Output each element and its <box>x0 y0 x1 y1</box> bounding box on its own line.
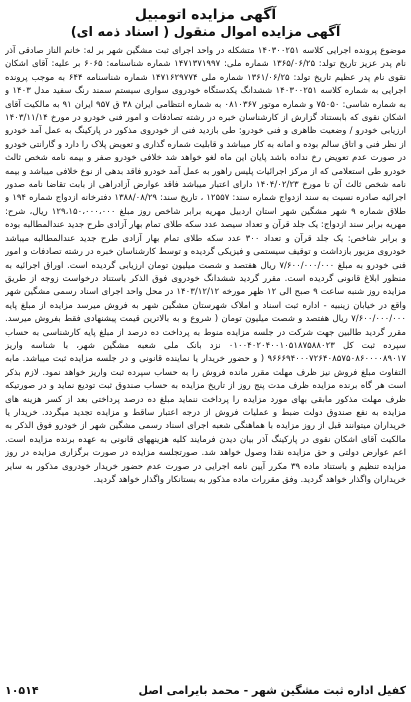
notice-subtitle: آگهی مزایده اموال منقول ( اسناد ذمه ای) <box>70 25 341 40</box>
footer-number: ۱۰۵۱۴ <box>5 684 39 697</box>
notice-body: موضوع پرونده اجرایی کلاسه ۱۴۰۳۰۰۲۵۱ متشکله در واحد اجرای ثبت مشگین شهر بر له: خانم الناز صادقی آذر نام پدر عزیز تاریخ تولد: ۱۳۶۵/۰۶/۲۵ شماره ملی: ۱۴۷۱۳۷۱۹۹۷ شماره شناسنامه: ۶۰۶۵ بر علیه: آقای اشکان نقوی نام پدر عظیم تاریخ تولد: ۱۳۶۱/۰۶/۲۵ شماره ملی ۱۴۷۱۶۲۹۷۷۴ شماره شناسنامه ۶۴۴ به موجب پرونده اجرایی به شماره کلاسه ۱۴۰۳۰۰۲۵۱ ششدانگ یکدستگاه خودروی سواری سیستم سمند رنگ سفید مدل ۱۴۰۳ و به شماره شاسی: ۷۵۰۵۰ و شماره موتور ۰۸۱۰۳۶۷ به شماره انتظامی ایران ۳۸ ق ۹۵۷ ایران ۹۱ به مالکیت آقای اشکان نقوی که بابستناد گزارش از کارشناسان خبره در رشته تصادفات و امور فنی خودرو در مورخ ۱۴۰۳/۱۱/۱۴ ارزیابی خودرو / وضعیت ظاهری و فنی خودرو: طی بازدید فنی از خودروی مذکور در پارکینگ به عمل آمد خودرو از نظر فنی و اتاق سالم بوده و امانه به کار میباشد و قابلیت شماره گذاری و تعویض پلاک را دارد و گارانتی خودرو در صورت عدم تعویض رخ نداده باشد پایان این ماه لغو خواهد شد خلافی خودرو صفر و بیمه نامه شخص ثالث خودرو طی استعلامی که از مرکز اجرائیات پلیس راهور به عمل آمد خودرو فاقد بدهی از نوع خلافی میباشد و بیمه نامه شخص ثالث آن تا مورخ ۱۴۰۴/۰۲/۲۳ دارای اعتبار میباشد فاقد عوارض آزادراهی از بابت تقاضا نامه صدور اجرائیه صادره نسبت به سند ازدواج شماره سند: ۱۲۵۵۷ ، تاریخ سند: ۱۳۸۸/۰۸/۲۹ دفترخانه ازدواج شماره ۱۹۴ و طلاق شماره ۹ شهر مشگین شهر استان اردبیل مهریه برابر شاخص روز مبلغ ۱۲۹،۱۵۰،۰۰۰،۰۰۰ ریال، شرح: مهریه برابر سند ازدواج: یک جلد قرآن و تعداد سیصد عدد سکه طلای تمام بهار آزادی طرح جدید عندالمطالبه بوده و برابر شاخص: یک جلد قرآن و تعداد ۳۰۰ عدد سکه طلای تمام بهار آزادی طرح جدید عندالمطالبه میباشد خودروی مزبور بازداشت و توقیف سیستمی و فیزیکی گردیده و توسط کارشناسان خبره در رشته تصادفات و امور فنی خودرو به مبلغ ۷/۶۰۰/۰۰۰/۰۰۰ ریال هفتصد و شصت میلیون تومان ارزیابی گردیده است. اوراق اجرائیه به منظور ابلاغ قانونی گردیده است. مقرر گردید ششدانگ خودروی فوق الذکر باستناد درخواست زوجه از طریق مزایده روز شنبه ساعت ۹ صبح الی ۱۲ ظهر مورخه ۱۴۰۳/۱۲/۱۲ در محل واحد اجرای اسناد رسمی مشگین شهر واقع در خیابان زینبیه - اداره ثبت اسناد و املاک شهرستان مشگین شهر به فروش میرسد مزایده از مبلغ پایه ۷/۶۰۰/۰۰۰/۰۰۰ ریال هفتصد و شصت میلیون تومان ( شروع و به بالاترین قیمت پیشنهادی فقط بفروش میرسد. مقرر گردید طالبین جهت شرکت در جلسه مزایده منوط به پرداخت ده درصد از مبلغ پایه کارشناسی به حساب سپرده ثبت کل ۰۱۰۰۴۰۲۰۴۰۰۱۰۵۱۸۷۵۸۸۰۲۳ نزد بانک ملی شعبه مشگین شهر، با شناسه واریز ۹۶۶۶۹۴۰۰۰۷۲۶۴۰۸۵۷۵۰۸۶۰۰۰۰۸۹۰۱۷ ( و حضور خریدار یا نماینده قانونی و در جلسه مزایده ثبت میباشد. مابه التفاوت مبلغ فروش نیز ظرف مهلت مقرر مانده فروش را به حساب سپرده ثبت واریز خواهد نمود. لازم بذکر است هر گاه برنده مزایده ظرف مدت پنج روز از تاریخ مزایده به حساب صندوق ثبت تودیع نماید و در صورتیکه ظرف مهلت مذکور مابقی بهای مورد مزایده را پرداخت ننماید مبلغ ده درصد پرداختی بعد از کسر هزینه های مزایده به نفع صندوق دولت ضبط و عملیات فروش از درجه اعتبار ساقط و مزایده تجدید میگردد. خریدار یا خریداران میتوانند قبل از روز مزایده با هماهنگی شعبه اجرای اسناد رسمی مشگین شهر از خودرو فوق الذکر به مالکیت آقای اشکان نقوی در پارکینگ آذر بیان دیدن فرمایند کلیه هزینههای قانونی به عهده برنده مزایده است. اعم عوارض دولتی و حق مزایده نقدا وصول خواهد شد. صورتجلسه مزایده در صورت برگزاری مزایده در روز مزایده تنظیم و باستناد ماده ۳۹ مکرر آیین نامه اجرایی در صورت عدم حضور خریدار خودروی مذکور به سایر خریداران واگذار خواهد گردید. وفق مقررات ماده مذکور به بستانکار واگذار خواهد گردید. <box>5 46 406 485</box>
footer-signature: کفیل اداره ثبت مشگین شهر - محمد بایرامی اصل <box>138 684 406 697</box>
notice-title: آگهی مزایده اتومبیل <box>134 7 277 23</box>
notice-footer <box>5 683 406 698</box>
